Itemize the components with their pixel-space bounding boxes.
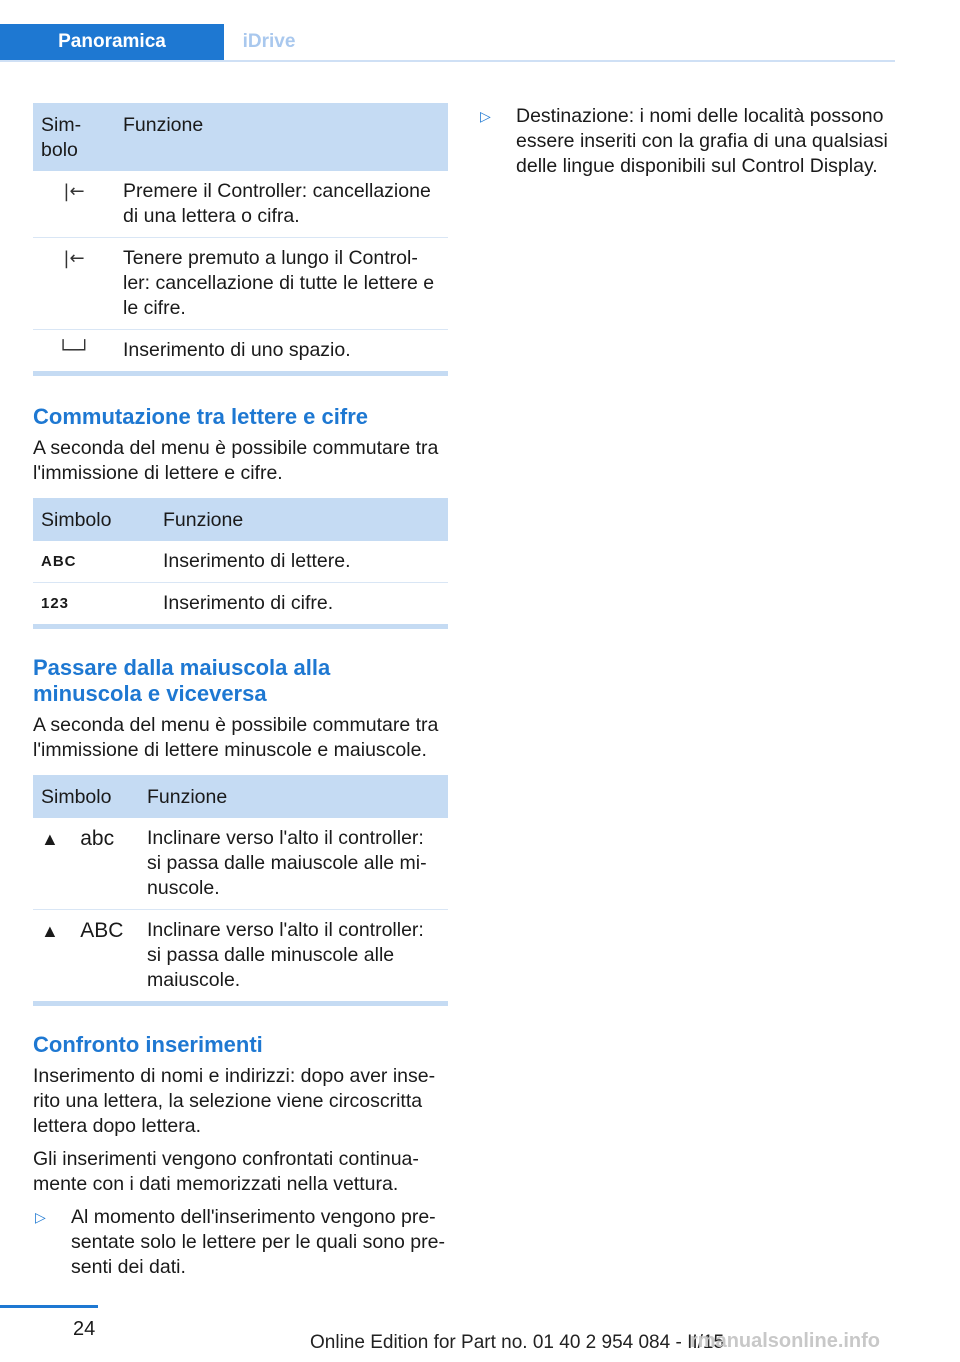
- tilt-up-arrow-icon: ▲: [41, 921, 59, 941]
- bullet-triangle-icon: ▷: [480, 108, 491, 124]
- column-header-function: Funzione: [115, 103, 448, 171]
- table-cell-function: Inclinare verso l'alto il controller: si passa dalle minuscole alle maiuscole.: [147, 919, 424, 991]
- section-body: A seconda del menu è possibile commutare tra l'immissione di lettere minuscole e maiuscole.: [33, 714, 439, 761]
- tab-idrive[interactable]: iDrive: [224, 24, 314, 60]
- column-header-symbol: Simbolo: [33, 775, 139, 818]
- table-cell-function: Inclinare verso l'alto il controller: si passa dalle maiuscole alle mi-nuscole.: [139, 818, 448, 910]
- table-row: [33, 171, 448, 238]
- page-number: 24: [73, 1318, 96, 1340]
- column-header-function: Funzione: [155, 498, 448, 541]
- list-item-text: Destinazione: i nomi delle località possono essere inseriti con la grafia di una qualsiasi delle lingue disponibili sul Control Display.: [516, 105, 888, 177]
- section-body: Gli inserimenti vengono confrontati continua-mente con i dati memorizzati nella vettura.: [33, 1148, 419, 1195]
- digits-symbol-icon: 123: [41, 595, 70, 612]
- section-heading-line2: minuscola e viceversa: [33, 681, 267, 706]
- section-heading-line1: Passare dalla maiuscola alla: [33, 655, 331, 680]
- table-header-row: [33, 775, 448, 818]
- tilt-up-arrow-icon: ▲: [41, 829, 59, 849]
- section-heading: Commutazione tra lettere e cifre: [33, 404, 368, 429]
- backspace-icon: |←: [33, 238, 115, 330]
- case-switch-table: [33, 775, 448, 1001]
- lowercase-symbol-icon: abc: [80, 827, 115, 850]
- table-cell-function: Inserimento di uno spazio.: [123, 339, 351, 361]
- watermark: rmanualsonline.info: [690, 1330, 881, 1352]
- section-heading: [33, 655, 448, 707]
- table-row: [33, 818, 448, 910]
- table-row: [33, 541, 448, 583]
- table-row: [33, 238, 448, 330]
- tab-panoramica[interactable]: Panoramica: [0, 24, 224, 60]
- letters-digits-table: [33, 498, 448, 624]
- table-row: [33, 583, 448, 625]
- table-cell-function: Tenere premuto a lungo il Control-ler: cancellazione di tutte le lettere e le cifre.: [115, 238, 448, 330]
- edition-text: Online Edition for Part no. 01 40 2 954 084 - II/15: [310, 1332, 725, 1353]
- section-heading: Confronto inserimenti: [33, 1032, 263, 1057]
- header-tabs: [0, 24, 895, 62]
- table-row: [33, 330, 448, 372]
- list-item: [33, 1205, 448, 1280]
- section-body: Inserimento di nomi e indirizzi: dopo aver inse-rito una lettera, la selezione viene circoscritta lettera dopo lettera.: [33, 1065, 436, 1137]
- column-header-function: Funzione: [139, 775, 448, 818]
- list-item-text: Al momento dell'inserimento vengono pre-sentate solo le lettere per le quali sono pre-senti dei dati.: [71, 1206, 445, 1278]
- table-row: [33, 910, 448, 1002]
- bullet-triangle-icon: ▷: [35, 1209, 46, 1225]
- delete-symbols-table: [33, 103, 448, 371]
- table-cell-function: Inserimento di cifre.: [163, 592, 334, 614]
- space-icon: └─┘: [57, 340, 91, 361]
- list-item: [478, 104, 890, 179]
- backspace-icon: |←: [33, 171, 115, 238]
- letters-symbol-icon: ABC: [33, 541, 155, 583]
- column-header-symbol: Simbolo: [33, 498, 155, 541]
- table-header-row: [33, 103, 448, 171]
- table-cell-symbol: [33, 818, 139, 910]
- table-header-row: [33, 498, 448, 541]
- left-column: [33, 103, 448, 1280]
- table-cell-symbol: [33, 910, 139, 1002]
- section-body: A seconda del menu è possibile commutare tra l'immissione di lettere e cifre.: [33, 437, 439, 484]
- footer-rule: [0, 1305, 98, 1308]
- uppercase-symbol-icon: ABC: [80, 919, 124, 942]
- column-header-symbol: Sim- bolo: [33, 103, 115, 171]
- table-cell-function: Inserimento di lettere.: [155, 541, 448, 583]
- table-cell-function: Premere il Controller: cancellazione di una lettera o cifra.: [115, 171, 448, 238]
- header-divider: [0, 60, 895, 62]
- right-column: [478, 104, 890, 179]
